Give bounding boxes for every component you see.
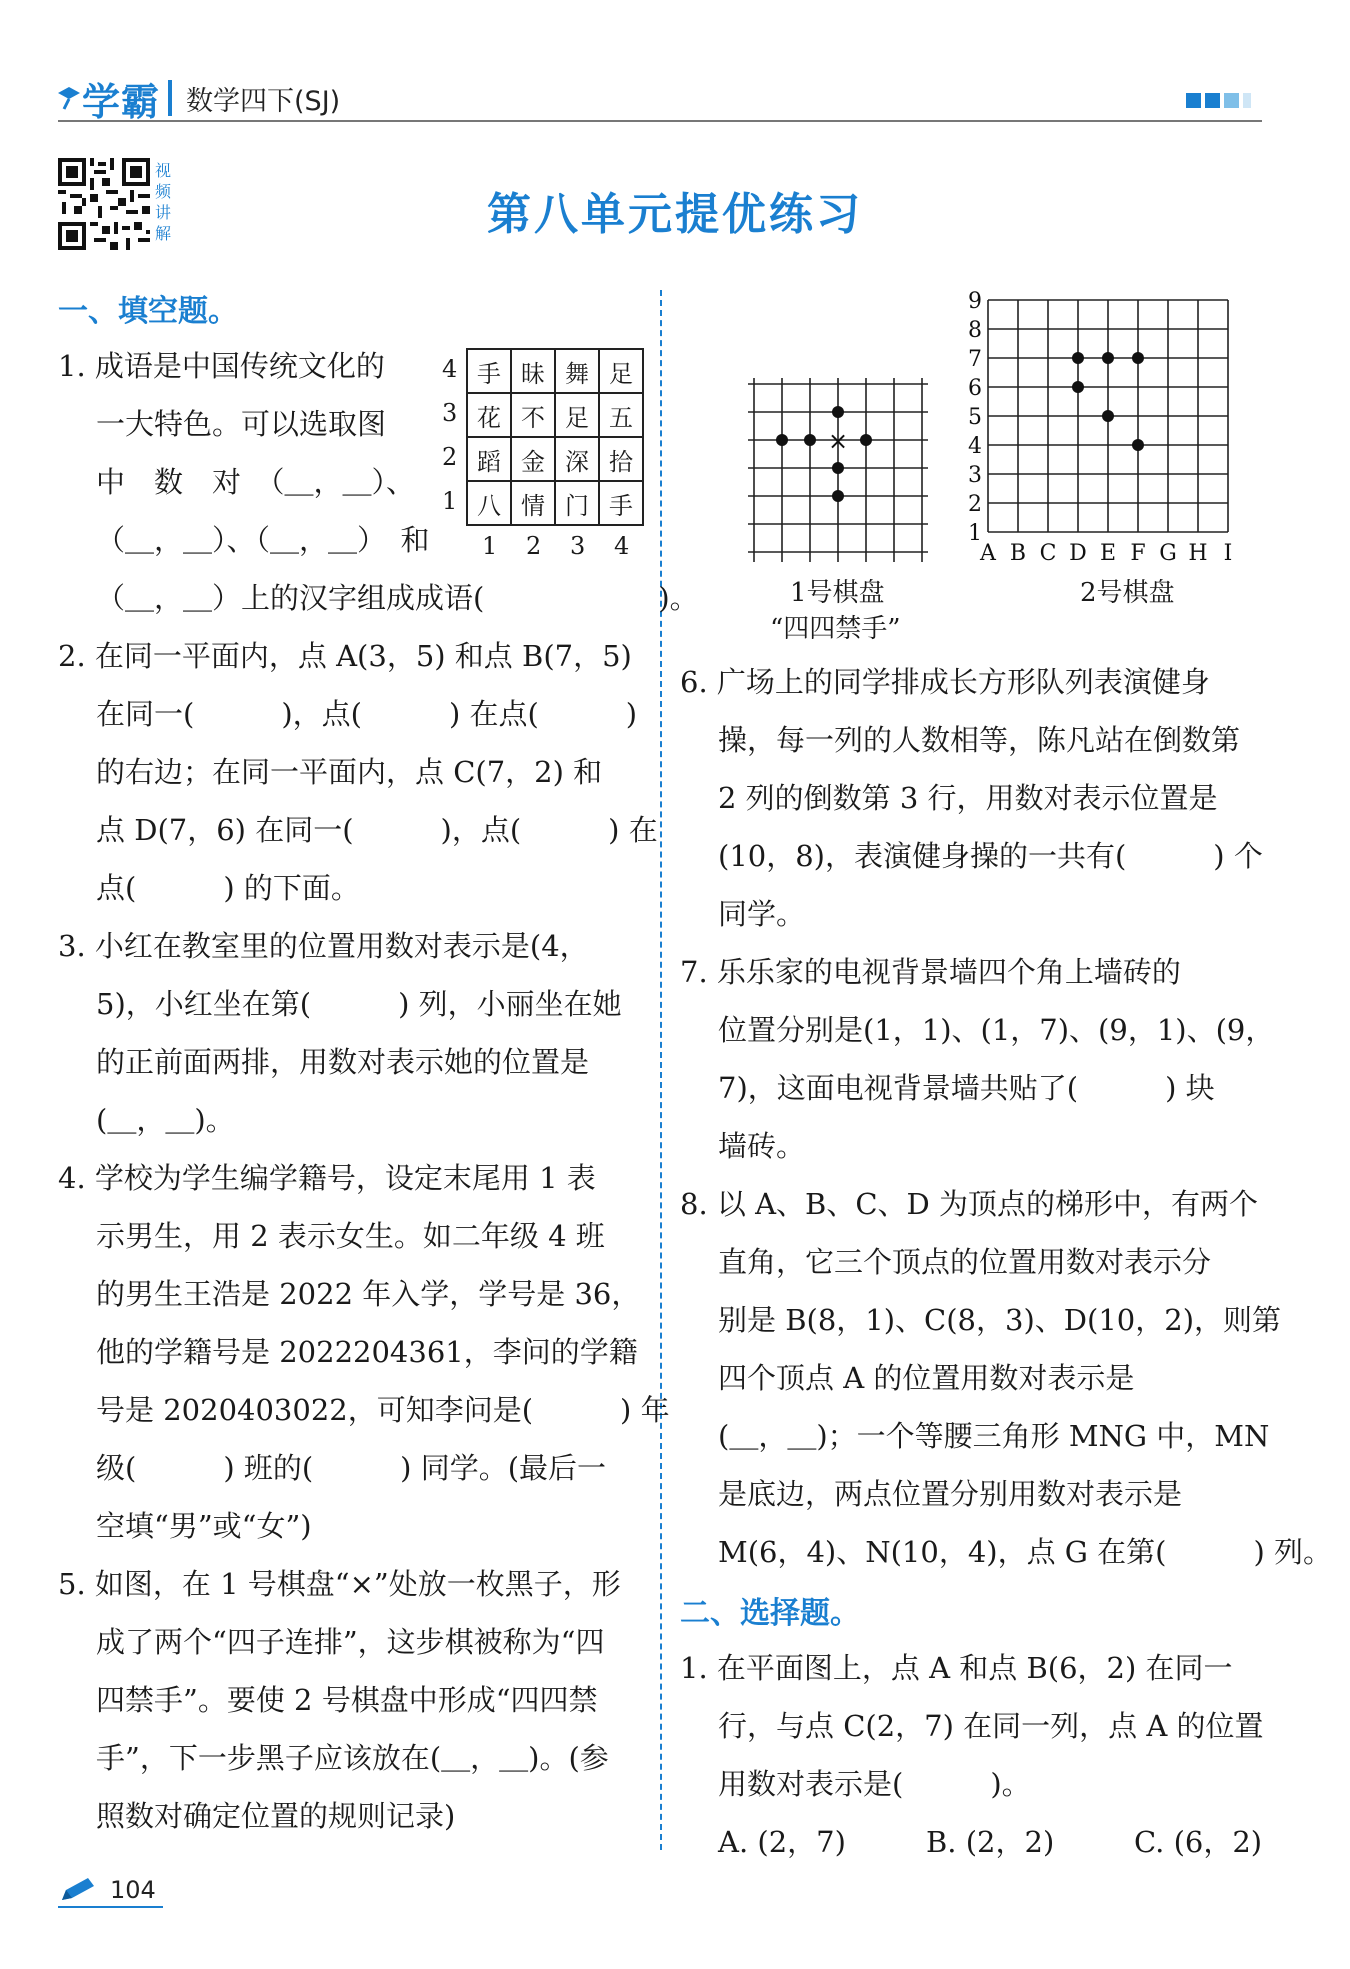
option-b[interactable]: B. (2，2) <box>926 1825 1055 1859</box>
board-1 <box>738 370 938 570</box>
text-line: 成了两个“四子连排”，这步棋被称为“四 <box>96 1625 605 1659</box>
text-line: 行，与点 C(2，7) 在同一列，点 A 的位置 <box>718 1709 1264 1743</box>
text-line: 8. 以 A、B、C、D 为顶点的梯形中，有两个 <box>680 1187 1259 1221</box>
svg-text:5: 5 <box>968 405 982 430</box>
text-line: 7)，这面电视背景墙共贴了( ) 块 <box>718 1071 1215 1105</box>
board-1-caption: 1号棋盘 <box>790 578 885 608</box>
text-line: 5)，小红坐在第( ) 列，小丽坐在她 <box>96 987 622 1021</box>
svg-text:2: 2 <box>968 492 982 517</box>
text-line: 5. 如图，在 1 号棋盘“×”处放一枚黑子，形 <box>58 1567 621 1601</box>
text-line: 在同一( )，点( ) 在点( ) <box>96 697 638 731</box>
text-line: 直角，它三个顶点的位置用数对表示分 <box>718 1245 1212 1279</box>
text-line: 1. 成语是中国传统文化的 <box>58 349 385 383</box>
text-line: 级( ) 班的( ) 同学。(最后一 <box>96 1451 607 1485</box>
svg-text:H: H <box>1188 541 1208 566</box>
text-line: 的正前面两排，用数对表示她的位置是 <box>96 1045 590 1079</box>
section-multiple-choice: 二、选择题。 <box>680 1596 860 1631</box>
text-line: 3. 小红在教室里的位置用数对表示是(4， <box>58 929 589 963</box>
svg-text:E: E <box>1099 541 1117 566</box>
text-line: 同学。 <box>718 897 806 931</box>
text-line: 位置分别是(1，1)、(1，7)、(9，1)、(9， <box>718 1013 1275 1047</box>
text-line: 他的学籍号是 2022204361，李问的学籍 <box>96 1335 638 1369</box>
text-line: 1. 在平面图上，点 A 和点 B(6，2) 在同一 <box>680 1651 1233 1685</box>
svg-text:1: 1 <box>968 521 982 546</box>
text-line: M(6，4)、N(10，4)，点 G 在第( ) 列。 <box>718 1535 1333 1569</box>
board-2-caption: 2号棋盘 <box>1080 578 1175 608</box>
text-line: 空填“男”或“女”) <box>96 1509 312 1543</box>
text-line: 是底边，两点位置分别用数对表示是 <box>718 1477 1183 1511</box>
text-line: 示男生，用 2 表示女生。如二年级 4 班 <box>96 1219 605 1253</box>
text-line: 2. 在同一平面内，点 A(3，5) 和点 B(7，5) <box>58 639 632 673</box>
text-line: （＿，＿）上的汉字组成成语( )。 <box>96 581 699 615</box>
text-line: 操，每一列的人数相等，陈凡站在倒数第 <box>718 723 1241 757</box>
svg-text:4: 4 <box>968 434 982 459</box>
svg-text:9: 9 <box>968 289 982 314</box>
text-line: 点 D(7，6) 在同一( )，点( ) 在 <box>96 813 658 847</box>
svg-text:7: 7 <box>968 347 982 372</box>
text-line: (＿，＿)；一个等腰三角形 MNG 中，MN <box>718 1419 1270 1453</box>
section-fill-blank: 一、填空题。 <box>58 294 238 329</box>
text-line: 中 数 对 （＿，＿）、 <box>96 465 416 499</box>
page-title: 第八单元提优练习 <box>487 189 863 240</box>
text-line: 点( ) 的下面。 <box>96 871 360 905</box>
svg-text:8: 8 <box>968 318 982 343</box>
option-c[interactable]: C. (6，2) <box>1134 1825 1263 1859</box>
text-line: 7. 乐乐家的电视背景墙四个角上墙砖的 <box>680 955 1181 989</box>
pencil-icon <box>58 1874 98 1904</box>
footer-rule <box>58 1906 163 1908</box>
text-line: 四禁手”。要使 2 号棋盘中形成“四四禁 <box>96 1683 598 1717</box>
svg-text:B: B <box>1009 541 1027 566</box>
svg-text:C: C <box>1039 541 1057 566</box>
graduation-cap-icon <box>56 83 82 113</box>
svg-text:D: D <box>1069 541 1087 566</box>
text-line: 一大特色。可以选取图 <box>96 407 387 441</box>
logo-divider <box>168 80 172 116</box>
text-line: 的右边；在同一平面内，点 C(7，2) 和 <box>96 755 603 789</box>
option-a[interactable]: A. (2，7) <box>718 1825 846 1859</box>
svg-text:I: I <box>1223 541 1233 566</box>
svg-text:3: 3 <box>968 463 982 488</box>
svg-text:F: F <box>1130 541 1146 566</box>
character-grid-figure: 4 3 2 1 手 昧 舞 足 花 不 足 五 蹈 金 深 拾 八 情 门 手 1 2 3 4 <box>430 340 655 568</box>
character-grid: 手 昧 舞 足 花 不 足 五 蹈 金 深 拾 八 情 门 手 <box>466 348 644 526</box>
brand-logo <box>56 74 340 122</box>
text-line: 墙砖。 <box>718 1129 806 1163</box>
text-line: 四个顶点 A 的位置用数对表示是 <box>718 1361 1135 1395</box>
header-decoration <box>1186 93 1251 108</box>
board-2 <box>960 288 1240 568</box>
text-line: (10，8)，表演健身操的一共有( ) 个 <box>718 839 1263 873</box>
book-title: 数学四下(SJ) <box>186 85 341 117</box>
board-mark: × <box>827 427 849 455</box>
text-line: 用数对表示是( )。 <box>718 1767 1031 1801</box>
text-line: 号是 2020403022，可知李问是( ) 年 <box>96 1393 670 1427</box>
text-line: 4. 学校为学生编学籍号，设定末尾用 1 表 <box>58 1161 596 1195</box>
page-number: 104 <box>110 1876 156 1904</box>
text-line: 2 列的倒数第 3 行，用数对表示位置是 <box>718 781 1218 815</box>
svg-text:6: 6 <box>968 376 982 401</box>
text-line: (＿，＿)。 <box>96 1103 235 1137</box>
svg-text:A: A <box>980 541 996 566</box>
svg-text:G: G <box>1159 541 1177 566</box>
qr-label: 视 频 讲 解 <box>154 161 171 243</box>
text-line: 的男生王浩是 2022 年入学，学号是 36， <box>96 1277 641 1311</box>
text-line: 别是 B(8，1)、C(8，3)、D(10，2)，则第 <box>718 1303 1282 1337</box>
header-rule <box>58 120 1262 122</box>
board-1-subcaption: “四四禁手” <box>770 614 901 644</box>
logo-text: 学霸 <box>82 79 161 124</box>
text-line: 6. 广场上的同学排成长方形队列表演健身 <box>680 665 1210 699</box>
column-divider <box>660 290 662 1850</box>
text-line: 照数对确定位置的规则记录) <box>96 1799 456 1833</box>
text-line: （＿，＿）、（＿，＿） 和 <box>96 523 430 557</box>
text-line: 手”，下一步黑子应该放在(＿，＿)。(参 <box>96 1741 609 1775</box>
